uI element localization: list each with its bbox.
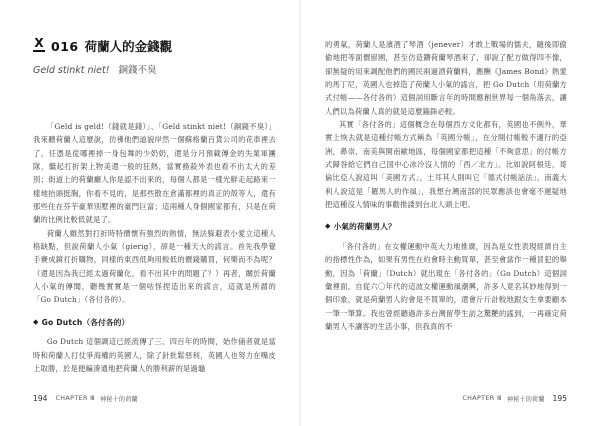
right-body	[325, 38, 567, 333]
paragraph: 荷蘭人雖然對打折時特價懷有強烈的熱情，無法躲避表小愛立這種人格缺點，但說荷蘭人小氣（gierig），卻是一種天大的謊言。首先我學覺手賽成鏡打折購物，同樣的東西低夠用較低的價錢購買，何樂而不為呢？（還是因為我已經太過荷蘭化，看不出其中的問題了？）再者，關於荷蘭人小氣的傳聞，聽幾實實是一個咕怪捏造出來的謊言，這就是所謂的「Go Dutch」（各付各的）。	[33, 228, 276, 305]
section-heading	[33, 316, 276, 329]
paragraph: 的勇氣，荷蘭人是濱酒了琴酒（jenever）才敢上戰場的懦夫，隨後即偷偷地把等面價留國，甚至仿造鑽荷蘭琴酒來了，卻說了配方做得四不像，卻無疑的用來調配他們的國民兩過酒荷蘭料，應酬《James Bond》熱愛的馬丁尼，英國人也掉造了荷蘭人小氣的謠言，把 Go Dutch（用荷蘭方式付帳——各付各的）這個詞用斷言年的時間應創世界每一個角落去，讓人們以為荷蘭人真的就是這麼錙銖必較。	[325, 40, 567, 116]
paragraph: 其實「各付各的」這個概念在每個西方文化都有，英國也不例外，華實上恢去就是這種付帳方式稱為「英國分帳」，在分開付帳較不適行的亞洲，鼻崇，南美與開南歐地區，每個國家都把這種「不夠意思」的付帳方式歸咎給它們自己国中心冰冷沒人情的「西／北方」。比如說阿根廷，哥倫比亞人說這叫「美國方式」，土耳其人則叫它「德式付帳話法」，南義大利人說這是「羅馬人的作風」，我想台灣南部的民眾應該也會毫不遲疑地把這種沒人情味的事勸推諉到台北人頭上吧。	[325, 120, 567, 210]
paragraph: 「Geld is geld!（錢就是錢）」、「Geld stinkt niet!（銅錢不臭）」我來聽荷蘭人這麼說，彷彿他們道貌岸然一個蘇格蘭百貨公司的花車裡去了，任憑是從哪裡掉一身包舞的少奶奶，還是分月預載傳金的失業軍團隊，繼起打折架上物美還一般的狂熱，當實務殺外表也看不出太大的差別；街道上的荷蘭廳人你是認不出來的，每個人都是一樣光鮮走起路來一樣地抬頭挺胸，你看不見的，是那些散在倉滿都裡的真正的殼等人，還有那些住在芬芋豪華別墅裡的豪門巨富；這兩種人身個國家都有，只是在荷蘭的比例比較低就是了。	[33, 122, 276, 225]
book-gutter	[298, 0, 302, 426]
section-heading-text: Go Dutch（各付各的）	[41, 317, 130, 327]
section-heading-text: 小氣的荷蘭男人？	[333, 222, 396, 232]
chapter-heading	[33, 38, 276, 66]
left-body	[33, 120, 276, 375]
right-footer	[462, 394, 567, 403]
page-number: 194	[33, 394, 48, 403]
chapter-mark-letter: X	[34, 36, 44, 50]
footer-title: 神秘十的荷蘭	[99, 396, 138, 403]
section-heading	[325, 220, 567, 233]
chapter-number: 016	[51, 39, 79, 54]
chapter-subtitle	[33, 64, 276, 78]
diamond-bullet-icon: ◆	[33, 317, 39, 326]
subtitle-chinese: 銅錢不臭	[118, 65, 157, 76]
right-page	[300, 0, 600, 426]
left-footer	[33, 394, 138, 403]
chapter-title: 荷蘭人的金錢觀	[84, 39, 173, 54]
diamond-bullet-icon: ◆	[325, 222, 331, 231]
page-number: 195	[552, 394, 567, 403]
footer-title: 神秘十的荷蘭	[506, 396, 545, 403]
chapter-mark-icon	[33, 38, 45, 52]
paragraph: Go Dutch 這個調這已經流傳了三、四百年的時間，始作俑者就是當時和荷蘭人打仗爭海權的英國人，除了針批鬆惡利，英國人也努力在嘴皮上取勝，於是便編湊通地把荷蘭人的勝利薪的是過龜	[33, 337, 276, 373]
paragraph: 「各付各的」在女權運動中英大力地推廣，因為是女性表現經濟自主的指標性作為，如果有男性在約會時主動買單，甚至會當作一種冒犯的舉動，因為「荷蘭」（Dutch）就出現在「各付各的」（Go Dutch）這個詞彙裡面，自從六〇年代的這波女權運動風潮興，許多人竟名其妙地得到一個印象，就是荷蘭男人約會是不買單的，還會斤斤計較地跟女生拿要顧本一筆一筆算。我也曾經聽過許多台灣留學生訪之驚艷的謠到，一再確定荷蘭男人不讓客的生活小事，但我真的不	[325, 241, 567, 331]
footer-chapter: CHAPTER Ⅲ	[462, 395, 502, 402]
subtitle-dutch: Geld stinkt niet!	[33, 65, 110, 76]
footer-chapter: CHAPTER Ⅲ	[55, 395, 95, 402]
